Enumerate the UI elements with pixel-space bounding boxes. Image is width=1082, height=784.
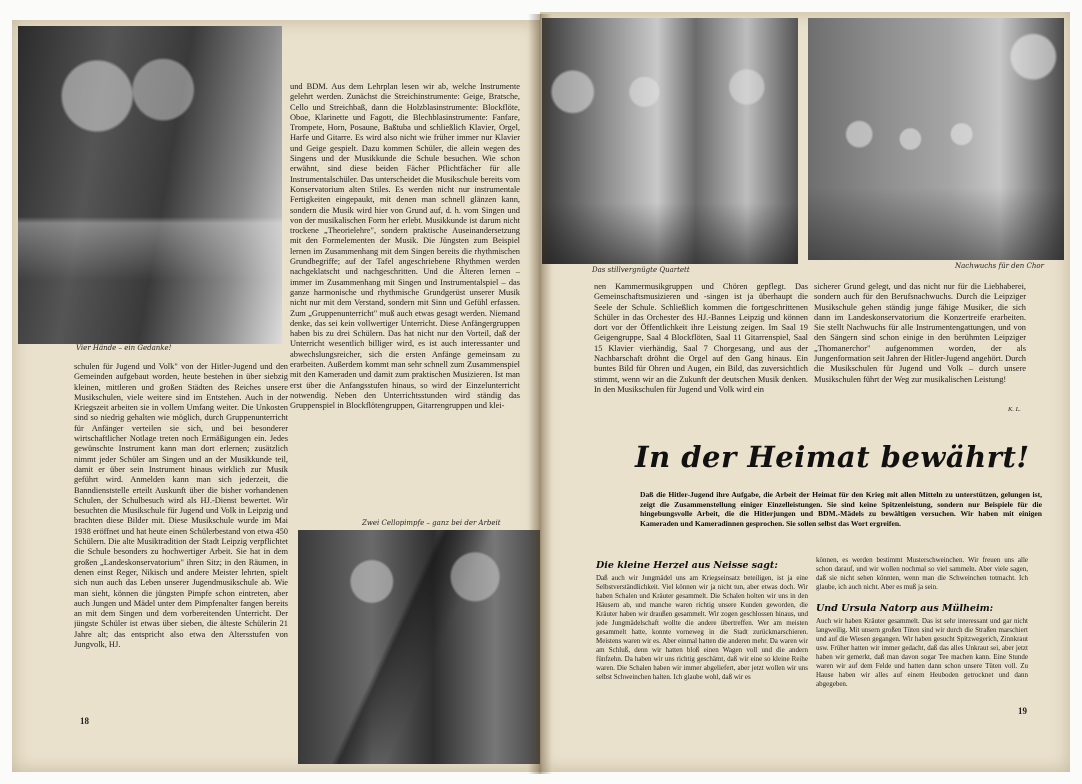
subhead-muelheim: Und Ursula Natorp aus Mülheim: — [816, 603, 994, 614]
left-column-a-text: schulen für Jugend und Volk" von der Hitler-Jugend und den Gemeinden aufgebaut worden, heute bestehen in über siebzig kleinen, mittleren und großen Städten des Reiches unsere Musikschulen, viele weitere sind im Entstehen. Auch in der Kriegszeit arbeiten sie in vollem Umfang weiter. Die Unkosten sind so niedrig gehalten wie möglich, durch Gruppenunterricht für Anfänger verteilen sie sich, und bei besonderer wirtschaftlicher Notlage treten noch Ermäßigungen ein. Jedes gewünschte Instrument kann man dort erlernen; zusätzlich nimmt jeder Schüler am Singen und an der Musikkunde teil, damit er über sein Instrument hinaus wirklich zur Musik geführt wird. Anmelden kann man sich jederzeit, die Banndienststelle erteilt Auskunft über die bisher vorhandenen Schulen, der Schulbesuch wird als HJ.-Dienst bewertet. Wir besuchten die Musikschule für Jugend und Volk in Leipzig und brachten diese Bilder mit. Diese Musikschule wurde im Mai 1938 eröffnet und hat heute einen Schülerbestand von etwa 450 Schülern. Die alte Musiktradition der Stadt Leipzig verpflichtet die Schule besonders zu hochwertiger Arbeit. Sie hat in dem großen „Landeskonservatorium" ihren Sitz; in den Räumen, in denen einst Reger, Nikisch und andere Meister lehrten, spielt sich nun auch das Leben unserer Jugendmusikschule ab. Wie man sieht, können die jüngsten Pimpfe schon eintreten, aber auch Jungen und Mädel unter dem Pimpfenalter fangen bereits an mit dem Singen und dem vorbereitenden Unterricht. Der jüngste Schüler ist etwas über sieben, die älteste Schülerin 21 Jahre alt; das entspricht also etwa den Altersstufen von Jungvolk, HJ. — [74, 362, 288, 650]
text-neisse-continued-body: können, es werden bestimmt Musterschweinchen. Wir freuen uns alle schon darauf, und wir wollen nochmal so viel sammeln. Aber viele sagen, daß sie nicht sehen könnten, wenn man die Schweinchen totmacht. Ich glaube, ich auch nicht. Aber es muß ja sein. — [816, 556, 1028, 591]
right-column-b-text: sicherer Grund gelegt, und das nicht nur für die Liebhaberei, sondern auch für den Berufsnachwuchs. Durch die Leipziger Musikschule gehen ständig junge fähige Musiker, die sich dann im Landeskonservatorium die Konzertreife erarbeiten. Sie stellt Nachwuchs für alle Instrumentengattungen, und von den Sängern sind schon einige in den berühmten Leipziger „Thomanerchor" aufgenommen worden, der als Jungenformation seit Jahren der Hitler-Jugend angehört. Durch die Musikschulen für Jugend und Volk – durch unsere Musikschulen führt der Weg zur musikalischen Leistung! — [814, 282, 1026, 384]
caption-cello-boys: Zwei Cellopimpfe – ganz bei der Arbeit — [362, 519, 501, 527]
photo-piano-boys — [18, 26, 282, 344]
caption-choir: Nachwuchs für den Chor — [955, 262, 1044, 270]
text-neisse-continued — [816, 556, 1028, 596]
photo-choir-children — [808, 18, 1064, 260]
left-column-b — [290, 82, 520, 510]
left-column-b-text: und BDM. Aus dem Lehrplan lesen wir ab, welche Instrumente gelehrt werden. Zunächst die Streichinstrumente: Geige, Bratsche, Cello und Streichbaß, dann die Holzblasinstrumente: Blockflöte, Oboe, Klarinette und Fagott, die Blechblasinstrumente: Fanfare, Trompete, Horn, Posaune, Baßtuba und schließlich Klavier, Orgel, Harfe und Gitarre. Es wird also nicht wie früher immer nur Klavier und Geige gespielt. Dazu kommen Schüler, die allein wegen des Singens und der Musikkunde die Schule besuchen. Wie schon erwähnt, sind diese beiden Fächer Pflichtfächer für alle Instrumentalschüler. Das unterscheidet die Musikschule bereits vom Konservatorium alten Stiles. Es werden nicht nur instrumentale Fertigkeiten eingepaukt, mit denen man schnell glänzen kann, sondern die Musik wird hier von Grund auf, d. h. vom Singen und von der musikalischen Form her erlebt. Musikkunde ist darum nicht trockene „Theorielehre", sondern praktische Auseinandersetzung mit den Formelementen der Musik. Die Jüngsten zum Beispiel lernen im Zusammenhang mit dem Singen bereits die rhythmischen Grundbegriffe; auf der Tafel angeschriebene Rhythmen werden nachgeklatscht und nachgeschritten. Und die Älteren lernen – immer im Zusammenhang mit Singen und Instrumentalspiel – das ganze harmonische und rhythmische Grundgerüst unserer Musik nicht nur mit dem Verstand, sondern mit Sinn und Gefühl erfassen. Zum „Gruppenunterricht" muß auch etwas gesagt werden. Niemand denke, das sei kein vollwertiger Unterricht. Diese Anfängergruppen haben bis zu drei Schülern. Das hat nicht nur den Vorteil, daß der Unterricht wesentlich billiger wird, es ist auch interessanter und abwechslungsreicher, sich die ersten Anfänge gemeinsam zu erarbeiten. Außerdem kommt man sehr schnell zum Zusammenspiel mit den Kameraden und damit zum praktischen Musizieren. Ist man erst über die Anfangsstufen hinaus, so wird der Einzelunterricht notwendig. Neben den Unterrichtsstunden wird ständig das Gruppenspiel in Blockflötengruppen, Gitarrengruppen und klei- — [290, 82, 520, 411]
right-column-a-text: nen Kammermusikgruppen und Chören gepflegt. Das Gemeinschaftsmusizieren und -singen ist ja überhaupt die Seele der Schule. Schließlich kommen die fortgeschrittenen Schüler in das Orchester des HJ.-Bannes Leipzig und können dort vor der Öffentlichkeit ihre Leistung zeigen. Im Saal 19 Geigengruppe, Saal 4 Blockflöten, Saal 11 Gitarrenspiel, Saal 15 Klavier vierhändig, Saal 7 Chorgesang, und aus der Nachbarschaft dröhnt die Orgel auf den Gang hinaus. Ein buntes Bild für Ohren und Augen, ein Bild, das zuversichtlich stimmt, wenn wir an die Zukunft der deutschen Musik denken. In den Musikschulen für Jugend und Volk wird ein — [594, 282, 808, 394]
text-muelheim-body: Auch wir haben Kräuter gesammelt. Das ist sehr interessant und gar nicht langweilig. Mit unsern großen Tüten sind wir durch die Straßen marschiert und auf die Wiesen gegangen. Wir haben gesucht Spitzwegerich, Zinnkraut usw. Früher hatten wir immer gedacht, daß das alles Unkraut sei, aber jetzt haben wir gemerkt, daß man davon sogar Tee machen kann. Eine Stunde waren wir auf dem Felde und hatten dann schon unsere Tüten voll. Zu Hause haben wir alles auf einem Heuboden getrocknet und dann abgegeben. — [816, 617, 1028, 688]
photo-cello-boys — [298, 530, 544, 764]
subhead-neisse: Die kleine Herzel aus Neisse sagt: — [596, 560, 778, 571]
left-column-a — [74, 362, 288, 710]
right-column-a — [594, 282, 808, 418]
lead-paragraph: Daß die Hitler-Jugend ihre Aufgabe, die Arbeit der Heimat für den Krieg mit allen Mitteln zu unterstützen, gelungen ist, zeigt die Zusammenstellung einiger Einzelleistungen. Sie sind keine Spitzenleistung, sondern nur Beispiele für die hingebungsvolle Arbeit, die die Hitlerjungen und BDM.-Mädels zu bewältigen versuchen. Wir haben mit einigen Kameraden und Kameradinnen gesprochen. Sie sollen selbst das Wort ergreifen. — [640, 490, 1042, 528]
page-number-left: 18 — [80, 716, 89, 726]
book-gutter — [528, 14, 552, 774]
right-column-b — [814, 282, 1026, 404]
text-muelheim — [816, 617, 1028, 697]
caption-quartet: Das stillvergnügte Quartett — [592, 266, 690, 274]
page-number-right: 19 — [1018, 706, 1027, 716]
headline: In der Heimat bewährt! — [635, 440, 1030, 474]
caption-four-hands: Vier Hände – ein Gedanke! — [76, 344, 172, 352]
author-signoff: K. L. — [1008, 406, 1021, 413]
photo-quartet — [542, 18, 798, 264]
text-neisse — [596, 574, 808, 694]
text-neisse-body: Daß auch wir Jungmädel uns am Kriegseinsatz beteiligen, ist ja eine Selbstverständlichkeit. Viel können wir ja nicht tun, aber etwas doch. Wir haben Schalen und Kräuter gesammelt. Die Schalen holten wir uns in den Häusern ab, und manche waren richtig unsere Kunden geworden, die Kräuter haben wir draußen gesammelt. Wir zogen geschlossen hinaus, und jede Jungmädelschaft wollte die andere übertreffen. Wer am meisten gesammelt hatte, konnte vorneweg in die Stadt zurückmarschieren. Meistens waren wir es. Aber einmal hatten die anderen mehr. Da waren wir am Schluß, denn wir hatten bloß einen Wagen voll und die andern fünfzehn. Da haben wir uns richtig geschämt, daß wir eine so kleine Reihe waren. Die Schalen haben wir immer abgeliefert, aber jetzt wollen wir uns selbst Schweinchen halten. Ich glaube wohl, daß wir es — [596, 574, 808, 681]
